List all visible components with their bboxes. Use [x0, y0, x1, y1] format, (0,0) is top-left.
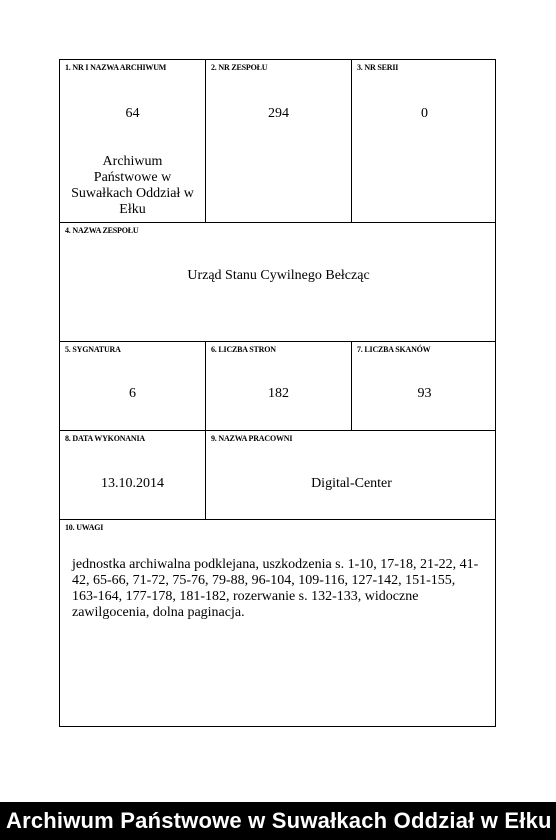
label-nazwa-zespolu: 4. NAZWA ZESPOŁU	[65, 226, 139, 235]
cell-nr-zespolu	[206, 60, 351, 222]
label-uwagi: 10. UWAGI	[65, 523, 104, 532]
footer-text: Archiwum Państwowe w Suwałkach Oddział w Ełku	[6, 808, 552, 833]
cell-nazwa-pracowni	[206, 431, 497, 519]
label-liczba-stron: 6. LICZBA STRON	[211, 345, 276, 354]
value-data-wykonania: 13.10.2014	[101, 476, 164, 491]
value-uwagi: jednostka archiwalna podklejana, uszkodzenia s. 1-10, 17-18, 21-22, 41-42, 65-66, 71-72, 75-76, 79-88, 96-104, 109-116, 127-142, 151-155, 163-164, 177-178, 181-182, rozerwanie s. 132-133, widoczne zawilgocenia, dolna paginacja.	[72, 557, 479, 620]
label-sygnatura: 5. SYGNATURA	[65, 345, 121, 354]
value-nazwa-zespolu: Urząd Stanu Cywilnego Bełcząc	[187, 268, 370, 283]
cell-nr-archiwum	[60, 60, 205, 222]
value-sygnatura: 6	[129, 386, 136, 401]
cell-uwagi	[60, 520, 497, 727]
label-data-wykonania: 8. DATA WYKONANIA	[65, 434, 145, 443]
value-nazwa-pracowni: Digital-Center	[311, 476, 392, 491]
cell-sygnatura	[60, 342, 205, 430]
footer-banner	[0, 802, 556, 840]
value-nazwa-archiwum: Archiwum Państwowe w Suwałkach Oddział w Ełku	[71, 154, 194, 217]
metadata-card	[59, 59, 496, 727]
cell-nr-serii	[352, 60, 497, 222]
cell-liczba-skanow	[352, 342, 497, 430]
label-nr-archiwum: 1. NR I NAZWA ARCHIWUM	[65, 63, 167, 72]
value-nr-zespolu: 294	[268, 106, 289, 121]
cell-liczba-stron	[206, 342, 351, 430]
label-nr-zespolu: 2. NR ZESPOŁU	[211, 63, 268, 72]
label-liczba-skanow: 7. LICZBA SKANÓW	[357, 345, 431, 354]
cell-nazwa-zespolu	[60, 223, 497, 341]
label-nazwa-pracowni: 9. NAZWA PRACOWNI	[211, 434, 293, 443]
value-liczba-stron: 182	[268, 386, 289, 401]
label-nr-serii: 3. NR SERII	[357, 63, 399, 72]
value-nr-archiwum: 64	[125, 106, 140, 121]
value-nr-serii: 0	[421, 106, 428, 121]
value-liczba-skanow: 93	[417, 386, 432, 401]
cell-data-wykonania	[60, 431, 205, 519]
